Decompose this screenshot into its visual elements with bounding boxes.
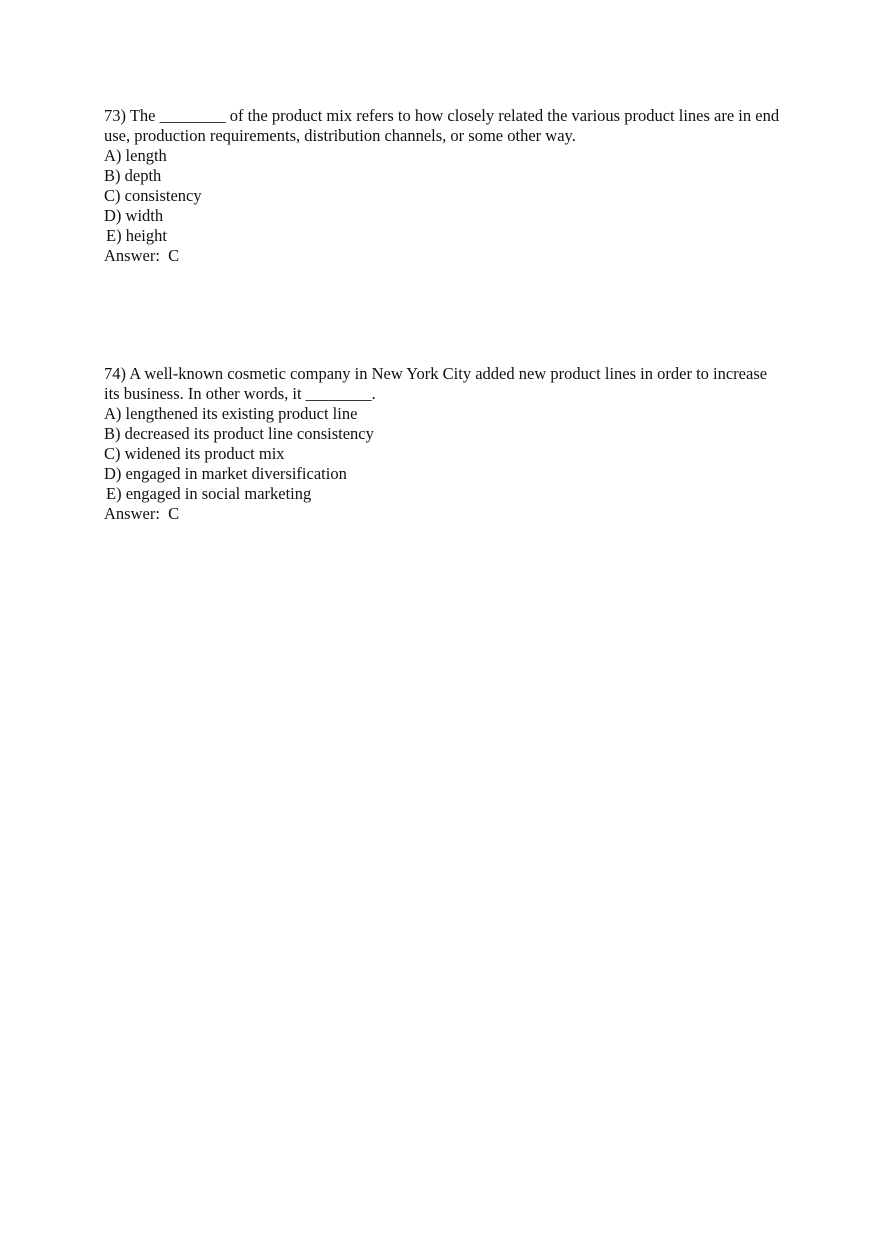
option-d: D) engaged in market diversification — [104, 464, 347, 483]
answer-key: Answer: C — [104, 246, 180, 265]
question-73 — [104, 106, 784, 266]
answer-options — [104, 146, 784, 246]
option-b: B) decreased its product line consistency — [104, 424, 374, 443]
option-e: E) height — [106, 226, 167, 245]
option-e: E) engaged in social marketing — [106, 484, 312, 503]
question-74 — [104, 364, 784, 524]
answer-key: Answer: C — [104, 504, 180, 523]
answer-options — [104, 404, 784, 504]
option-d: D) width — [104, 206, 164, 225]
option-a: A) lengthened its existing product line — [104, 404, 358, 423]
option-b: B) depth — [104, 166, 162, 185]
option-c: C) consistency — [104, 186, 202, 205]
option-a: A) length — [104, 146, 167, 165]
question-stem: 74) A well-known cosmetic company in New York City added new product lines in order to increase its business. In other words, it ________. — [104, 364, 768, 403]
option-c: C) widened its product mix — [104, 444, 285, 463]
question-stem: 73) The ________ of the product mix refers to how closely related the various product lines are in end use, production requirements, distribution channels, or some other way. — [104, 106, 780, 145]
